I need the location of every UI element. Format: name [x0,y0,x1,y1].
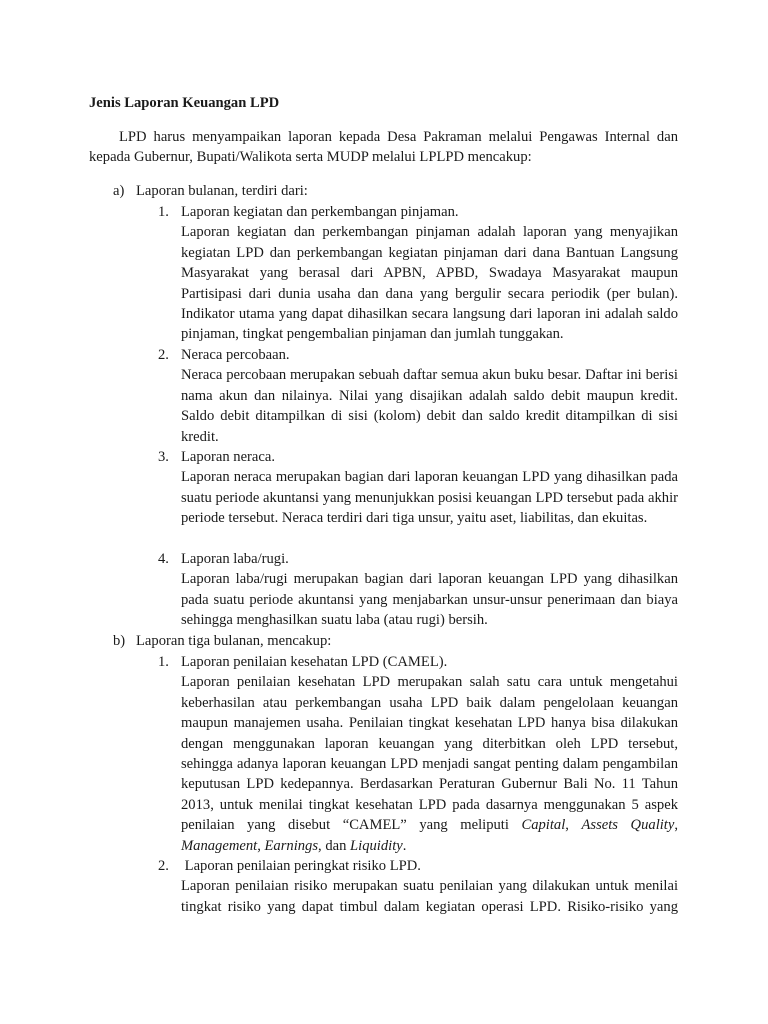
list-item-number: 3. [158,449,169,465]
list-item-description: Laporan neraca merupakan bagian dari laporan keuangan LPD yang dihasilkan pada suatu periode akuntansi yang menunjukkan posisi keuangan LPD tersebut pada akhir periode tersebut. Neraca terdiri dari tiga unsur, yaitu aset, liabilitas, dan ekuitas. [181,469,678,527]
list-item-description: Laporan laba/rugi merupakan bagian dari laporan keuangan LPD yang dihasilkan pada suatu periode akuntansi yang menjabarkan unsur-unsur penerimaan dan biaya sehingga menghasilkan suatu laba (atau rugi) bersih. [181,571,678,629]
list-item-description: Laporan penilaian risiko merupakan suatu penilaian yang dilakukan untuk menilai tingkat risiko yang dapat timbul dalam kegiatan operasi LPD. Risiko-risiko yang [181,878,678,915]
list-item-title: Laporan penilaian peringkat risiko LPD. [181,858,421,874]
section-b-label: b) [113,633,126,649]
section-b-title: Laporan tiga bulanan, mencakup: [136,633,332,649]
list-item-number: 1. [158,654,169,670]
list-item-description: Neraca percobaan merupakan sebuah daftar semua akun buku besar. Daftar ini berisi nama akun dan nilainya. Nilai yang disajikan adalah saldo debit maupun kredit. Saldo debit ditampilkan di sisi (kolom) debit dan saldo kredit ditampilkan di sisi kredit. [181,367,678,445]
list-item-number: 1. [158,204,169,220]
list-item-description: Laporan penilaian kesehatan LPD merupakan salah satu cara untuk mengetahui keberhasilan atau perkembangan usaha LPD baik dalam pengelolaan keuangan maupun manajemen usaha. Penilaian tingkat kesehatan LPD hanya bisa dilakukan dengan menggunakan laporan keuangan yang diterbitkan oleh LPD tersebut, sehingga adanya laporan keuangan LPD menjadi sangat penting dalam pengambilan keputusan LPD kedepannya. Berdasarkan Peraturan Gubernur Bali No. 11 Tahun 2013, untuk menilai tingkat kesehatan LPD pada dasarnya menggunakan 5 aspek penilaian yang disebut “CAMEL” yang meliputi Capital, Assets Quality, Management, Earnings, dan Liquidity. [181,674,678,854]
list-item-title: Laporan neraca. [181,449,275,465]
section-a-title: Laporan bulanan, terdiri dari: [136,183,308,199]
camel-term-liquidity: Liquidity [350,837,403,854]
camel-description: Laporan penilaian kesehatan LPD merupakan salah satu cara untuk mengetahui keberhasilan atau perkembangan usaha LPD baik dalam pengelolaan keuangan maupun manajemen usaha. Penilaian tingkat kesehatan LPD hanya bisa dilakukan dengan menggunakan laporan keuangan yang diterbitkan oleh LPD tersebut, sehingga adanya laporan keuangan LPD menjadi sangat penting dalam pengambilan keputusan LPD kedepannya. Berdasarkan Peraturan Gubernur Bali No. 11 Tahun 2013, untuk menilai tingkat kesehatan LPD pada dasarnya menggunakan 5 aspek penilaian yang disebut “CAMEL” yang meliputi [181,674,678,834]
camel-term-assets-quality: Assets Quality [581,817,675,834]
list-item-description: Laporan kegiatan dan perkembangan pinjaman adalah laporan yang menyajikan kegiatan LPD dan perkembangan kegiatan pinjaman dari dana Bantuan Langsung Masyarakat yang berasal dari APBN, APBD, Swadaya Masyarakat maupun Partisipasi dari dunia usaha dan dana yang bergulir secara periodik (per bulan). Indikator utama yang dapat dihasilkan secara langsung dari laporan ini adalah saldo pinjaman, tingkat pengembalian pinjaman dan jumlah tunggakan. [181,224,678,343]
list-item-title: Laporan laba/rugi. [181,551,289,567]
list-item-number: 4. [158,551,169,567]
intro-paragraph: LPD harus menyampaikan laporan kepada Desa Pakraman melalui Pengawas Internal dan kepada Gubernur, Bupati/Walikota serta MUDP melalui LPLPD mencakup: [89,129,678,166]
list-item-title: Neraca percobaan. [181,347,290,363]
camel-term-management: Management [181,837,258,854]
camel-connector: dan [325,837,347,854]
list-item-number: 2. [158,347,169,363]
document-heading: Jenis Laporan Keuangan LPD [89,95,280,111]
list-item-number: 2. [158,858,169,874]
list-item-title: Laporan kegiatan dan perkembangan pinjaman. [181,204,459,220]
list-item-title: Laporan penilaian kesehatan LPD (CAMEL). [181,654,448,670]
camel-term-capital: Capital [521,817,566,834]
camel-term-earnings: Earnings [264,837,319,854]
section-a-label: a) [113,183,125,199]
